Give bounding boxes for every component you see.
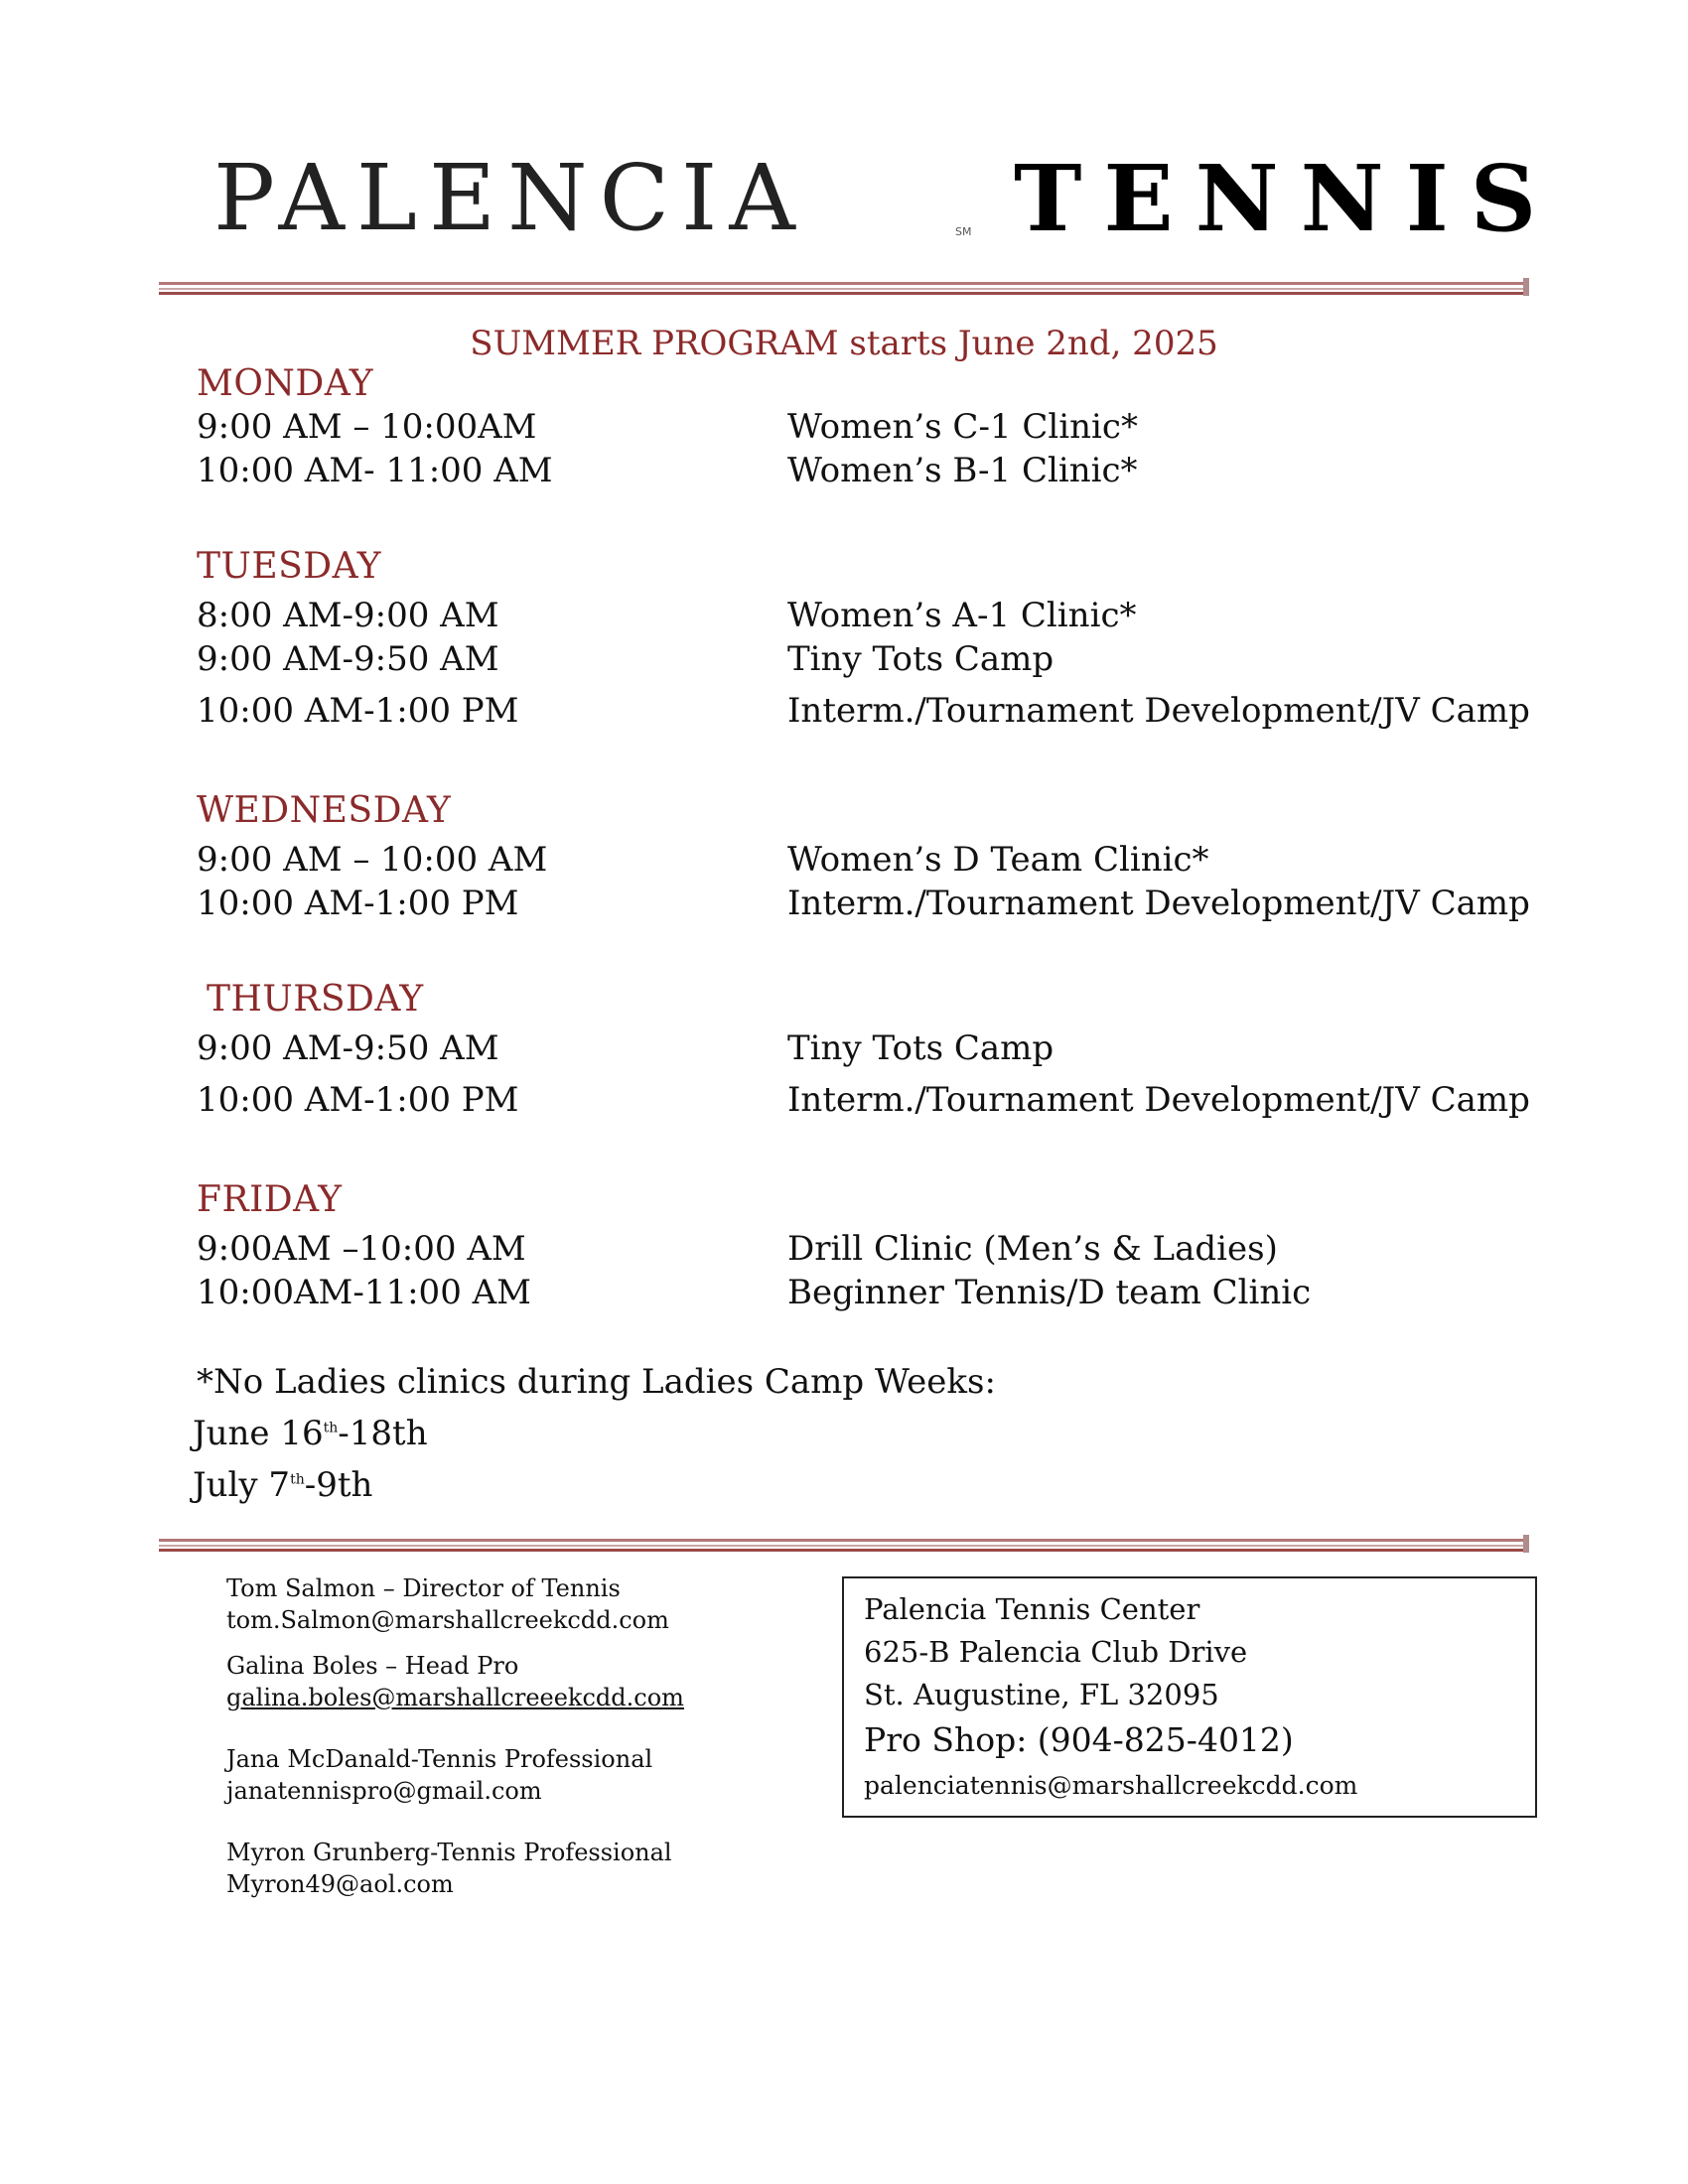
- session-activity: Women’s D Team Clinic*: [787, 840, 1209, 880]
- session-activity: Women’s C-1 Clinic*: [787, 407, 1138, 447]
- day-heading-thursday: THURSDAY: [207, 979, 424, 1020]
- session-activity: Women’s B-1 Clinic*: [787, 451, 1138, 490]
- center-street: 625-B Palencia Club Drive: [864, 1635, 1248, 1669]
- session-time: 9:00 AM-9:50 AM: [197, 639, 499, 679]
- week1-sup: th: [323, 1420, 339, 1436]
- session-activity: Beginner Tennis/D team Clinic: [787, 1273, 1312, 1312]
- session-time: 9:00AM –10:00 AM: [197, 1229, 526, 1269]
- session-time: 10:00 AM-1:00 PM: [197, 691, 519, 731]
- staff-email[interactable]: galina.boles@marshallcreeekcdd.com: [226, 1684, 684, 1711]
- staff-title: Jana McDanald-Tennis Professional: [226, 1745, 653, 1773]
- staff-email[interactable]: tom.Salmon@marshallcreekcdd.com: [226, 1606, 669, 1634]
- staff-contact: [226, 1572, 669, 1636]
- top-divider: [159, 282, 1529, 298]
- day-heading-wednesday: WEDNESDAY: [197, 790, 452, 831]
- week1-end: -18th: [338, 1414, 428, 1453]
- center-name: Palencia Tennis Center: [864, 1592, 1200, 1626]
- staff-email[interactable]: Myron49@aol.com: [226, 1870, 454, 1898]
- week1-start: June 16: [193, 1414, 324, 1453]
- staff-title: Galina Boles – Head Pro: [226, 1652, 519, 1680]
- camp-weeks-note: *No Ladies clinics during Ladies Camp Weeks:: [197, 1362, 996, 1402]
- staff-title: Tom Salmon – Director of Tennis: [226, 1574, 621, 1602]
- session-time: 9:00 AM – 10:00 AM: [197, 840, 548, 880]
- tennis-center-contact-box: [842, 1576, 1537, 1818]
- day-heading-tuesday: TUESDAY: [197, 546, 381, 587]
- session-time: 10:00 AM-1:00 PM: [197, 884, 519, 923]
- session-activity: Interm./Tournament Development/JV Camp: [787, 691, 1530, 731]
- staff-contact: [226, 1743, 652, 1807]
- program-title: SUMMER PROGRAM starts June 2nd, 2025: [470, 324, 1218, 363]
- session-activity: Tiny Tots Camp: [787, 639, 1055, 679]
- pro-shop-phone[interactable]: Pro Shop: (904-825-4012): [864, 1720, 1294, 1759]
- staff-contact: [226, 1837, 672, 1900]
- camp-week-1: [193, 1414, 428, 1453]
- center-city: St. Augustine, FL 32095: [864, 1678, 1219, 1711]
- session-activity: Tiny Tots Camp: [787, 1028, 1055, 1068]
- week2-start: July 7: [193, 1465, 291, 1505]
- camp-week-2: [193, 1465, 372, 1505]
- session-time: 8:00 AM-9:00 AM: [197, 596, 499, 635]
- day-heading-monday: MONDAY: [197, 363, 374, 404]
- session-activity: Drill Clinic (Men’s & Ladies): [787, 1229, 1278, 1269]
- palencia-tennis-logo: [213, 145, 1559, 258]
- session-time: 10:00 AM- 11:00 AM: [197, 451, 553, 490]
- session-activity: Women’s A-1 Clinic*: [787, 596, 1137, 635]
- session-activity: Interm./Tournament Development/JV Camp: [787, 884, 1530, 923]
- service-mark: SM: [955, 225, 972, 238]
- center-email[interactable]: palenciatennis@marshallcreekcdd.com: [864, 1771, 1358, 1800]
- day-heading-friday: FRIDAY: [197, 1179, 343, 1220]
- session-time: 9:00 AM – 10:00AM: [197, 407, 537, 447]
- brand-tennis: TENNIS: [1014, 145, 1559, 252]
- week2-sup: th: [290, 1471, 305, 1488]
- staff-contact: [226, 1650, 684, 1713]
- session-activity: Interm./Tournament Development/JV Camp: [787, 1080, 1530, 1120]
- brand-palencia: PALENCIA: [213, 145, 807, 251]
- session-time: 10:00 AM-1:00 PM: [197, 1080, 519, 1120]
- session-time: 10:00AM-11:00 AM: [197, 1273, 531, 1312]
- bottom-divider: [159, 1539, 1529, 1555]
- staff-email[interactable]: janatennispro@gmail.com: [226, 1777, 542, 1805]
- session-time: 9:00 AM-9:50 AM: [197, 1028, 499, 1068]
- staff-title: Myron Grunberg-Tennis Professional: [226, 1839, 672, 1866]
- week2-end: -9th: [304, 1465, 373, 1505]
